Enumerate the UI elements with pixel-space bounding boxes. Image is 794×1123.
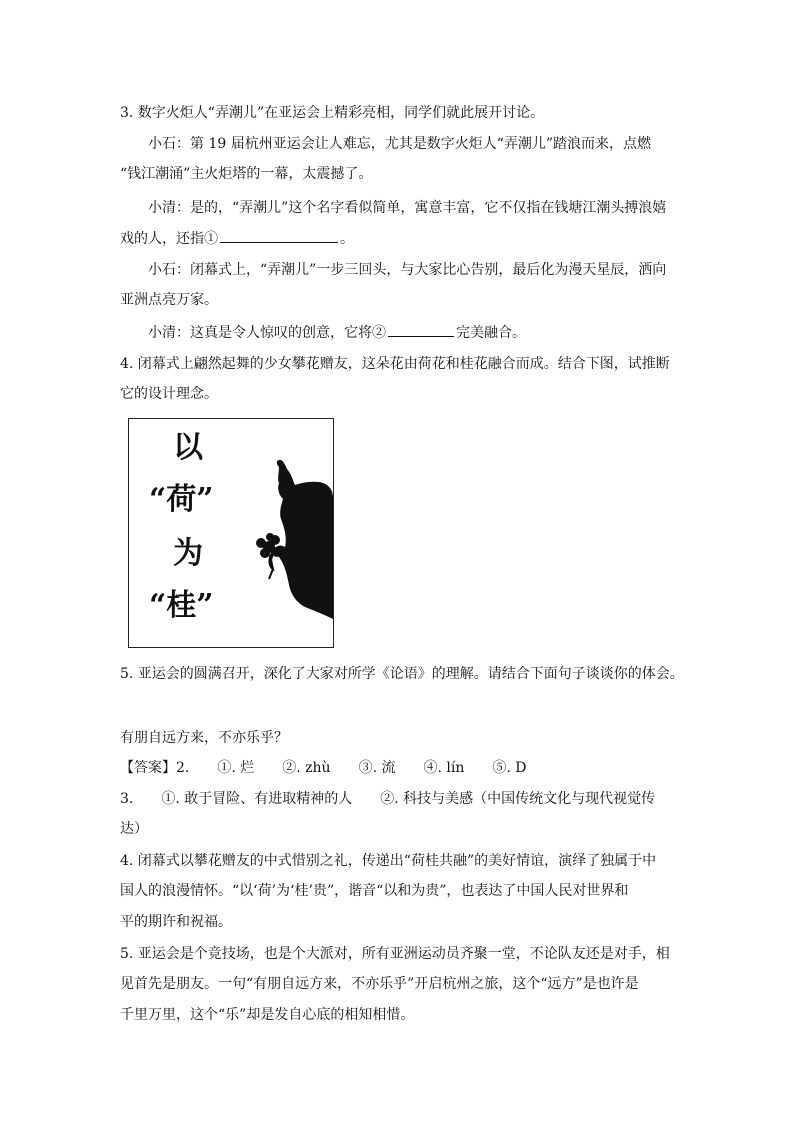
answer-line: 3. ①. 敢于冒险、有进取精神的人 ②. 科技与美感（中国传统文化与现代视觉传 (120, 791, 656, 807)
design-concept-figure (128, 418, 334, 648)
answer-line: 【答案】2. ①. 烂 ②. zhù ③. 流 ④. lín ⑤. D (120, 760, 527, 776)
figure-char: 以 (173, 430, 203, 465)
answer-line: 平的期许和祝福。 (120, 914, 232, 930)
q3-dialog-line: “钱江潮涌”主火炬塔的一幕，太震撼了。 (120, 166, 373, 182)
answer-blank-2[interactable] (388, 322, 454, 337)
figure-char: “桂” (149, 588, 214, 623)
q3-dialog-text: 戏的人，还指① (120, 231, 218, 247)
answer-line: 国人的浪漫情怀。“以‘荷’为‘桂’贵”，谐音“以和为贵”，也表达了中国人民对世界和 (120, 883, 629, 899)
q3-dialog-line (148, 322, 526, 343)
q3-dialog-line (120, 228, 354, 249)
q3-dialog-line: 亚洲点亮万家。 (120, 292, 218, 308)
q3-dialog-line: 小清：是的，“弄潮儿”这个名字看似简单，寓意丰富，它不仅指在钱塘江潮头搏浪嬉 (148, 200, 667, 216)
answer-line: 4. 闭幕式以攀花赠友的中式惜别之礼，传递出“荷桂共融”的美好情谊，演绎了独属于中 (120, 853, 657, 869)
q3-dialog-text: 。 (340, 231, 354, 247)
q4-stem: 4. 闭幕式上翩然起舞的少女攀花赠友，这朵花由荷花和桂花融合而成。结合下图，试推断 (120, 356, 670, 372)
figure-char: “荷” (149, 482, 214, 517)
answer-line: 5. 亚运会是个竞技场，也是个大派对，所有亚洲运动员齐聚一堂，不论队友还是对手，相 (120, 946, 670, 962)
dancer-silhouette-icon (129, 419, 333, 647)
q3-dialog-text: 完美融合。 (456, 325, 526, 341)
q3-dialog-line: 小石：第 19 届杭州亚运会让人难忘，尤其是数字火炬人“弄潮儿”踏浪而来，点燃 (148, 136, 652, 152)
figure-char: 为 (173, 536, 203, 571)
answer-blank-1[interactable] (220, 228, 338, 243)
q5-stem: 5. 亚运会的圆满召开，深化了大家对所学《论语》的理解。请结合下面句子谈谈你的体会。 (120, 666, 684, 682)
q3-dialog-text: 小清：这真是令人惊叹的创意，它将② (148, 325, 386, 341)
answer-line: 千里万里，这个“乐”却是发自心底的相知相惜。 (120, 1007, 415, 1023)
q4-stem: 它的设计理念。 (120, 386, 218, 402)
q3-dialog-line: 小石：闭幕式上，“弄潮儿”一步三回头，与大家比心告别，最后化为漫天星辰，洒向 (148, 262, 667, 278)
answer-line: 达） (120, 821, 148, 837)
answer-line: 见首先是朋友。一句“有朋自远方来，不亦乐乎”开启杭州之旅，这个“远方”是也许是 (120, 976, 639, 992)
q3-stem: 3. 数字火炬人“弄潮儿”在亚运会上精彩亮相，同学们就此展开讨论。 (120, 105, 545, 121)
q5-quote: 有朋自远方来，不亦乐乎？ (120, 730, 288, 746)
